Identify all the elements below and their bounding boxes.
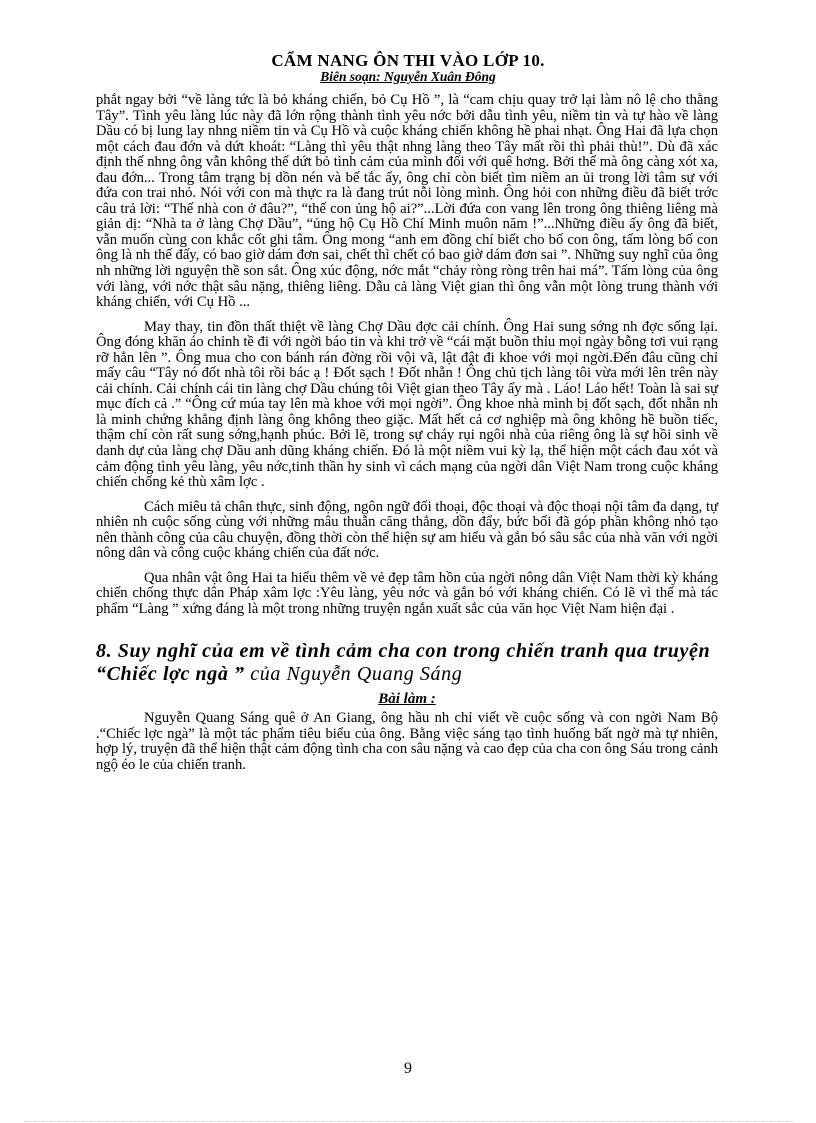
page-header xyxy=(0,52,816,84)
section-subheading: Bài làm : xyxy=(378,690,436,707)
body-paragraph: Qua nhân vật ông Hai ta hiểu thêm về vẻ đẹp tâm hồn của ngời nông dân Việt Nam thời kỳ kháng chiến chống thực dân Pháp xâm lợc :Yêu làng, yêu nớc và gắn bó với kháng chiến. Có lẽ vì thế mà tác phẩm “Làng ” xứng đáng là một trong những truyện ngắn xuất sắc của văn học Việt Nam hiện đại . xyxy=(96,569,718,617)
page-number: 9 xyxy=(404,1060,412,1077)
section-heading-author: của Nguyễn Quang Sáng xyxy=(250,662,463,685)
document-title: CẨM NANG ÔN THI VÀO LỚP 10. xyxy=(271,51,545,70)
body-paragraph: Cách miêu tả chân thực, sinh động, ngôn ngữ đối thoại, độc thoại và độc thoại nội tâm đa dạng, tự nhiên nh cuộc sống cùng với những mâu thuẫn căng thẳng, dồn đẩy, bức bối đã góp phần không nhỏ tạo nên thành công của câu chuyện, đồng thời còn thể hiện sự am hiểu và gắn bó sâu sắc của nhà văn với ngời nông dân và công cuộc kháng chiến của đất nớc. xyxy=(96,498,718,562)
body-paragraph: Nguyễn Quang Sáng quê ở An Giang, ông hầu nh chỉ viết về cuộc sống và con ngời Nam Bộ .“Chiếc lợc ngà” là một tác phẩm tiêu biểu của ông. Bằng việc sáng tạo tình huống bất ngờ mà tự nhiên, hợp lý, truyện đã thể hiện thật cảm động tình cha con sâu nặng và cao đẹp của cha con ông Sáu trong cảnh ngộ éo le của chiến tranh. xyxy=(96,710,718,773)
body-paragraph: phắt ngay bởi “về làng tức là bỏ kháng chiến, bỏ Cụ Hồ ”, là “cam chịu quay trở lại làm nô lệ cho thằng Tây”. Tình yêu làng lúc này đã lớn rộng thành tình yêu nớc bởi dẫu tình yêu, niềm tin và tự hào về làng Dầu có bị lung lay nhng niềm tin và Cụ Hồ và cuộc kháng chiến không hề phai nhạt. Ông Hai đã lựa chọn một cách đau đớn và dứt khoát: “Làng thì yêu thật nhng làng theo Tây mất rồi thì phải thù!”. Dù đã xác định thế nhng ông vẫn không thể dứt bỏ tình cảm của mình đối với quê hơng. Bởi thế mà ông càng xót xa, đau đớn... Trong tâm trạng bị dồn nén và bế tắc ấy, ông chỉ còn biết tìm niềm an ủi trong lời tâm sự với đứa con trai nhỏ. Nói với con mà thực ra là đang trút nỗi lòng mình. Ông hỏi con những điều đã biết trớc câu trả lời: “Thế nhà con ở đâu?”, “thế con ủng hộ ai?”...Lời đứa con vang lên trong ông thiêng liêng mà giản dị: “Nhà ta ở làng Chợ Dầu”, “ủng hộ Cụ Hồ Chí Minh muôn năm !”...Những điều ấy ông đã biết, vẫn muốn cùng con khắc cốt ghi tâm. Ông mong “anh em đồng chí biết cho bố con ông, tấm lòng bố con ông là nh thế đấy, có bao giờ dám đơn sai, chết thì chết có bao giờ dám đơn sai ”. Những suy nghĩ của ông nh những lời nguyện thề son sắt. Ông xúc động, nớc mắt “chảy ròng ròng trên hai má”. Tấm lòng của ông với làng, với nớc thật sâu nặng, thiêng liêng. Dẫu cả làng Việt gian thì ông vẫn một lòng trung thành với kháng chiến, với Cụ Hồ ... xyxy=(96,92,718,311)
page-bottom-rule xyxy=(24,1121,794,1122)
section-heading-title: 8. Suy nghĩ của em về tình cảm cha con trong chiến tranh qua truyện “Chiếc lợc ngà ” xyxy=(96,639,711,685)
document-body xyxy=(96,93,718,782)
author-credit: Biên soạn: Nguyễn Xuân Đông xyxy=(320,69,496,84)
section-heading xyxy=(96,640,718,686)
body-paragraph: May thay, tin đồn thất thiệt về làng Chợ Dầu đợc cải chính. Ông Hai sung sớng nh đợc sống lại. Ông đóng khăn áo chỉnh tề đi với ngời báo tin và khi trở về “cái mặt buồn thỉu mọi ngày bỗng tơi vui rạng rỡ hẳn lên ”. Ông mua cho con bánh rán đờng rồi vội vã, lật đật đi khoe với mọi ngời.Đến đâu cũng chỉ mấy câu “Tây nó đốt nhà tôi rồi bác ạ ! Đốt sạch ! Đốt nhẵn ! Ông chủ tịch làng tôi vừa mới lên trên này cải chính. Cải chính cái tin làng chợ Dầu chúng tôi Việt gian theo Tây ấy mà . Láo! Láo hết! Toàn là sai sự mục đích cả .” “Ông cứ múa tay lên mà khoe với mọi ngời”. Ông khoe nhà mình bị đốt sạch, đốt nhẵn nh là minh chứng khẳng định làng ông không theo giặc. Mất hết cả cơ nghiệp mà ông không hề buồn tiếc, thậm chí còn rất sung sớng,hạnh phúc. Bởi lẽ, trong sự cháy rụi ngôi nhà của riêng ông là sự hồi sinh về danh dự của làng chợ Dầu anh dũng kháng chiến. Đó là một niềm vui kỳ lạ, thể hiện một cách đau xót và cảm động tình yêu làng, yêu nớc,tinh thần hy sinh vì cách mạng của ngời dân Việt Nam trong cuộc kháng chiến chống kẻ thù xâm lợc . xyxy=(96,318,718,491)
